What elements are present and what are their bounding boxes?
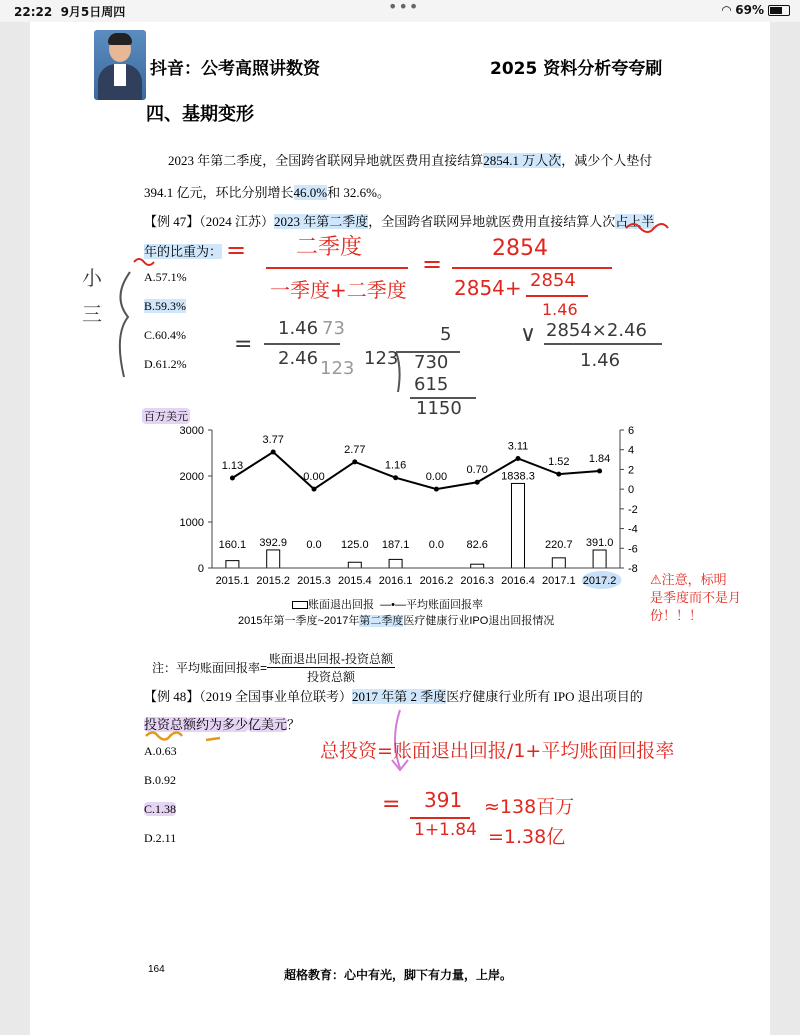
x-tick-label: 2016.4 — [501, 575, 535, 587]
bar-data-label: 82.6 — [466, 539, 488, 551]
line-point — [230, 476, 235, 481]
line-point — [475, 480, 480, 485]
frac3-num: 1.46 — [278, 318, 319, 339]
line-data-label: 1.13 — [221, 460, 244, 473]
bar — [552, 558, 565, 568]
line-point — [556, 472, 561, 477]
legend-bar-swatch — [292, 601, 308, 609]
line-data-label: 0.70 — [466, 464, 488, 477]
formula-note: 注：平均账面回报率= 账面退出回报-投资总额 投资总额 — [152, 652, 394, 684]
q48-option-a[interactable]: A.0.63 — [144, 744, 177, 758]
q48-den: 1+1.84 — [414, 820, 477, 840]
line-data-label: 3.11 — [507, 440, 529, 453]
bar — [593, 550, 606, 568]
status-time-date: 22:22 9月5日周四 — [14, 5, 126, 19]
eq-mark-2: = — [422, 250, 443, 278]
bar — [348, 562, 361, 568]
y2-tick-label: -4 — [628, 523, 638, 536]
footer-slogan: 超格教育：心中有光，脚下有力量，上岸。 — [284, 968, 513, 982]
bar-data-label: 220.7 — [545, 539, 573, 551]
line-point — [434, 487, 439, 492]
division-quotient: 5 — [440, 324, 452, 345]
y2-tick-label: 0 — [628, 484, 635, 497]
passage-line-1: 2023 年第二季度，全国跨省联网异地就医费用直接结算2854.1 万人次，减少个人垫付 — [168, 153, 653, 168]
q48-option-b[interactable]: B.0.92 — [144, 773, 177, 787]
y2-tick-label: 2 — [628, 464, 635, 477]
q48-option-d[interactable]: D.2.11 — [144, 831, 177, 845]
bar-data-label: 187.1 — [381, 539, 410, 551]
passage-line-2: 394.1 亿元，环比分别增长46.0%和 32.6%。 — [144, 185, 390, 200]
q47-stem-line2: 年的比重为： — [144, 244, 223, 259]
chart-ylabel: 百万美元 — [142, 408, 190, 424]
y2-tick-label: 6 — [628, 425, 635, 437]
arrow-mark: ∨ — [520, 322, 537, 347]
q48-formula: 总投资=账面退出回报/1+平均账面回报率 — [320, 740, 675, 762]
page-number: 164 — [148, 964, 165, 975]
battery-icon — [768, 5, 790, 16]
q47-stem: 【例 47】（2024 江苏）2023 年第二季度，全国跨省联网异地就医费用直接结算人次占上半 — [144, 214, 655, 229]
q47-option-c[interactable]: C.60.4% — [144, 328, 186, 342]
frac2-den: 2854+ — [454, 276, 522, 300]
y2-tick-label: 4 — [628, 444, 635, 457]
x-tick-label: 2017.1 — [541, 575, 576, 587]
q48-result: =1.38亿 — [488, 826, 566, 848]
chart-svg — [130, 422, 660, 607]
q48-option-c[interactable]: C.1.38 — [144, 802, 177, 816]
bar — [389, 559, 402, 568]
y2-tick-label: -6 — [628, 543, 638, 556]
frac1-den: 一季度+二季度 — [270, 278, 407, 302]
x-tick-label: 2016.2 — [419, 575, 454, 587]
frac3-den: 2.46 — [278, 348, 319, 369]
bar-data-label: 125.0 — [341, 539, 369, 551]
wifi-icon: ◠ — [721, 3, 732, 17]
line-data-label: 0.00 — [425, 471, 448, 484]
status-bar — [0, 0, 800, 22]
line-point — [271, 449, 276, 454]
document-page[interactable] — [30, 22, 770, 1035]
header-left: 抖音：公考高照讲数资 — [150, 59, 320, 79]
line-data-label: 0.00 — [303, 471, 325, 484]
x-tick-label: 2015.4 — [337, 575, 372, 587]
x-tick-label: 2017.2 — [582, 575, 617, 587]
bar-data-label: 1838.3 — [501, 470, 535, 483]
q47-ink — [30, 22, 770, 442]
bar-data-label: 392.9 — [259, 536, 287, 549]
y2-tick-label: -8 — [628, 563, 638, 575]
line-point — [352, 459, 357, 464]
line-point — [312, 487, 317, 492]
y-tick-label: 1000 — [179, 517, 204, 529]
division-divisor: 123 — [364, 348, 399, 369]
q48-num: 391 — [424, 788, 463, 812]
multitask-dots[interactable]: ••• — [388, 0, 420, 16]
frac2-sub-den: 1.46 — [542, 300, 578, 319]
frac3-num-2: 73 — [322, 318, 345, 339]
q48-approx: ≈138百万 — [484, 796, 575, 818]
bar — [471, 564, 484, 568]
x-tick-label: 2016.3 — [460, 575, 495, 587]
bar — [267, 550, 280, 568]
division-step-3: 1150 — [416, 398, 462, 419]
bar-data-label: 391.0 — [585, 537, 614, 550]
x-tick-label: 2016.1 — [378, 575, 413, 587]
line-point — [393, 475, 398, 480]
frac4-den: 1.46 — [580, 350, 621, 371]
y-tick-label: 3000 — [179, 425, 204, 437]
division-step-1: 730 — [414, 352, 449, 373]
chart-caption: 2015年第一季度~2017年第二季度医疗健康行业IPO退出回报情况 — [238, 615, 555, 627]
eq-mark-3: = — [234, 332, 253, 357]
q48-eq: = — [382, 792, 401, 817]
legend-line-swatch: —•— — [380, 599, 406, 611]
q48-stem-line2: 投资总额约为多少亿美元？ — [144, 717, 301, 732]
chart-legend: 账面退出回报 —•—平均账面回报率 — [292, 596, 483, 612]
header-right: 2025 资料分析夸夸刷 — [490, 59, 663, 79]
frac2-num: 2854 — [492, 236, 548, 261]
x-tick-label: 2015.1 — [215, 575, 250, 587]
y2-tick-label: -2 — [628, 503, 638, 516]
x-tick-label: 2015.2 — [256, 575, 291, 587]
q47-option-d[interactable]: D.61.2% — [144, 357, 187, 371]
line-point — [516, 456, 521, 461]
line-data-label: 1.16 — [384, 459, 407, 472]
red-warning-note: ⚠注意，标明 是季度而不是月 份！！！ — [650, 573, 742, 624]
line-series — [232, 452, 599, 489]
division-step-2: 615 — [414, 374, 449, 395]
bar-data-label: 160.1 — [218, 539, 247, 551]
y-tick-label: 2000 — [179, 471, 204, 483]
line-data-label: 2.77 — [344, 443, 366, 456]
line-point — [597, 469, 602, 474]
bar-data-label: 0.0 — [306, 539, 322, 551]
section-title: 四、基期变形 — [146, 104, 254, 125]
frac1-num: 二季度 — [296, 235, 363, 260]
line-data-label: 1.84 — [588, 453, 611, 466]
q48-stem: 【例 48】（2019 全国事业单位联考）2017 年第 2 季度医疗健康行业所有 IPO 退出项目的 — [144, 689, 643, 704]
frac4-num: 2854×2.46 — [546, 320, 647, 341]
bar — [512, 483, 525, 568]
line-data-label: 1.52 — [548, 456, 570, 469]
status-right: ◠ 69% — [722, 3, 790, 17]
frac3-den-2: 123 — [320, 358, 355, 379]
bar-data-label: 0.0 — [428, 539, 445, 551]
bar — [226, 561, 239, 568]
x-tick-label: 2015.3 — [297, 575, 331, 587]
q47-option-b[interactable]: B.59.3% — [144, 299, 186, 313]
line-data-label: 3.77 — [262, 433, 284, 446]
y-tick-label: 0 — [197, 563, 204, 575]
side-note: 小 三 — [82, 266, 102, 326]
eq-mark: = — [226, 236, 247, 264]
q47-option-a[interactable]: A.57.1% — [144, 270, 187, 284]
frac2-sub-num: 2854 — [530, 270, 576, 291]
